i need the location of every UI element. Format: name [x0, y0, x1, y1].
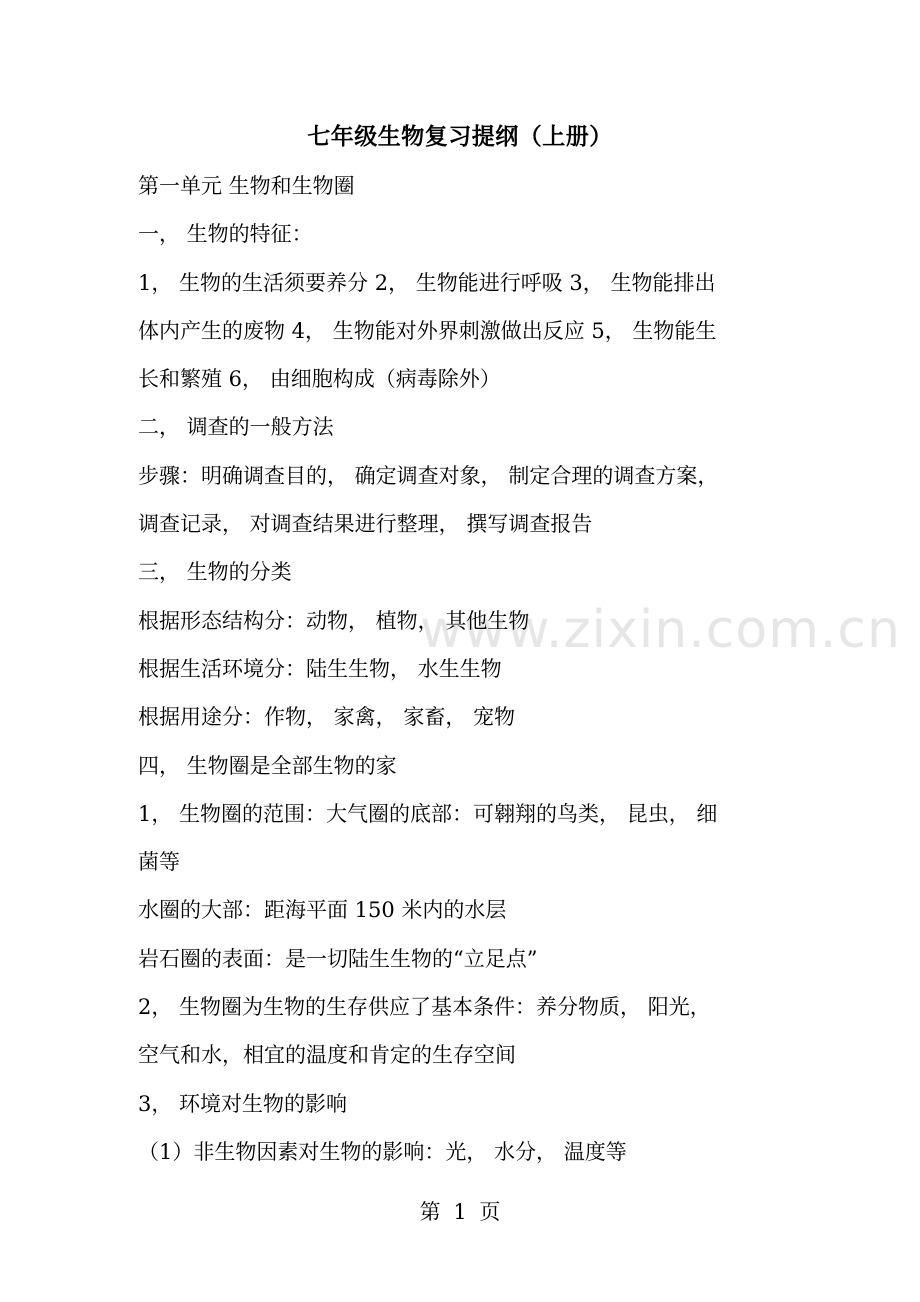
document-body [138, 162, 798, 1176]
body-line: 根据形态结构分：动物， 植物， 其他生物 [138, 608, 530, 633]
page-number-footer: 第 1 页 [419, 1200, 501, 1224]
body-line: 空气和水，相宜的温度和肯定的生存空间 [138, 1043, 516, 1068]
body-line: 1， 生物的生活须要养分 2， 生物能进行呼吸 3， 生物能排出 [138, 270, 716, 295]
unit-heading: 第一单元 生物和生物圈 [138, 174, 355, 198]
body-line: 水圈的大部：距海平面 150 米内的水层 [138, 898, 507, 923]
body-line: 根据生活环境分：陆生生物， 水生生物 [138, 656, 502, 681]
body-line: （1）非生物因素对生物的影响：光， 水分， 温度等 [138, 1139, 627, 1164]
watermark-text: www.zixin.com.cn [420, 600, 901, 660]
body-line: 调查记录， 对调查结果进行整理， 撰写调查报告 [138, 512, 593, 537]
body-line: 体内产生的废物 4， 生物能对外界刺激做出反应 5， 生物能生 [138, 318, 717, 343]
body-line: 根据用途分：作物， 家禽， 家畜， 宠物 [138, 705, 516, 730]
body-line: 菌等 [138, 850, 180, 875]
body-line: 3， 环境对生物的影响 [138, 1091, 348, 1116]
section-heading-3: 三， 生物的分类 [138, 560, 292, 585]
body-line: 长和繁殖 6， 由细胞构成（病毒除外） [138, 367, 501, 392]
body-line: 1， 生物圈的范围：大气圈的底部：可翱翔的鸟类， 昆虫， 细 [138, 801, 718, 826]
section-heading-1: 一， 生物的特征： [138, 222, 313, 247]
section-heading-2: 二， 调查的一般方法 [138, 415, 334, 440]
body-line: 2， 生物圈为生物的生存供应了基本条件：养分物质， 阳光， [138, 995, 711, 1020]
section-heading-4: 四， 生物圈是全部生物的家 [138, 753, 397, 778]
document-title: 七年级生物复习提纲（上册） [307, 124, 613, 150]
body-line: 步骤：明确调查目的， 确定调查对象， 制定合理的调查方案， [138, 463, 719, 488]
body-line: 岩石圈的表面：是一切陆生生物的“立足点” [138, 946, 538, 971]
